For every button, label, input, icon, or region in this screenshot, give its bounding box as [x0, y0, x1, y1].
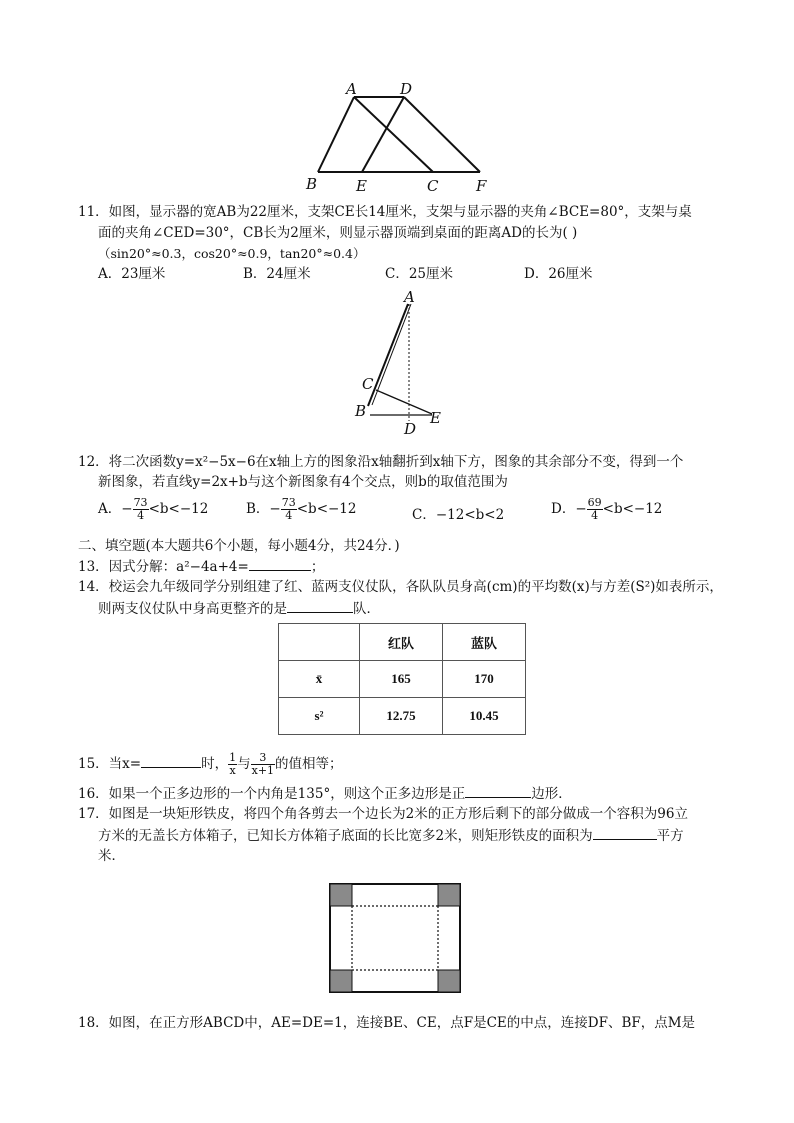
- table-header-cell: 红队: [360, 624, 443, 661]
- fraction: $\frac{69}{4}$: [587, 496, 602, 522]
- q17-line3: 米．: [98, 848, 125, 864]
- answer-blank: [141, 754, 201, 768]
- label-B: B: [306, 175, 318, 193]
- q15: 15．当x= 时， $\frac{1}{x}$ 与 $\frac{3}{x+1}$ 的值相等；: [78, 751, 343, 777]
- q11-line3: （sin20°≈0.3，cos20°≈0.9，tan20°≈0.4）: [98, 246, 366, 261]
- answer-blank: [287, 599, 353, 613]
- q12-line2: 新图象，若直线y=2x+b与这个新图象有4个交点，则b的取值范围为: [98, 474, 508, 490]
- q11-option-d: D．26厘米: [524, 266, 593, 282]
- corner-square: [330, 970, 352, 992]
- table-row-label: x̄: [279, 661, 360, 698]
- label-E: E: [356, 177, 367, 195]
- q16: 16．如果一个正多边形的一个内角是135°，则这个正多边形是正 边形．: [78, 786, 572, 802]
- q12-option-b: B．− $\frac{73}{4}$ <b<−12: [246, 496, 357, 522]
- q17-line1: 17．如图是一块矩形铁皮，将四个角各剪去一个边长为2米的正方形后剩下的部分做成一个容积为96立: [78, 806, 688, 822]
- q14-line2: 则两支仪仗队中身高更整齐的是 队．: [98, 601, 380, 617]
- label-D: D: [404, 420, 417, 438]
- fraction: $\frac{73}{4}$: [281, 496, 296, 522]
- q14-line1: 14．校运会九年级同学分别组建了红、蓝两支仪仗队，各队队员身高(cm)的平均数(x)与方差(S²)如表所示，: [78, 579, 723, 595]
- q13: 13．因式分解：a²−4a+4= ；: [78, 559, 325, 575]
- label-A: A: [346, 80, 357, 98]
- stats-table: [278, 623, 526, 735]
- fraction: $\frac{3}{x+1}$: [251, 751, 275, 777]
- corner-square: [438, 884, 460, 906]
- q11-line1: 11．如图，显示器的宽AB为22厘米，支架CE长14厘米，支架与显示器的夹角∠BCE=80°，支架与桌: [78, 204, 692, 220]
- table-row-label: s²: [279, 698, 360, 735]
- answer-blank: [249, 557, 311, 571]
- table-header-cell: 蓝队: [443, 624, 526, 661]
- figure-sheet: [328, 882, 462, 994]
- table-cell: 12.75: [360, 698, 443, 735]
- table-cell: 10.45: [443, 698, 526, 735]
- table-header-row: [279, 624, 526, 661]
- fraction: $\frac{1}{x}$: [229, 751, 237, 777]
- corner-square: [438, 970, 460, 992]
- q18-line1: 18．如图，在正方形ABCD中，AE=DE=1，连接BE、CE，点F是CE的中点，连接DF、BF，点M是: [78, 1015, 696, 1031]
- q11-option-c: C．25厘米: [385, 266, 454, 282]
- figure-monitor: [350, 288, 460, 440]
- table-header-cell: [279, 624, 360, 661]
- label-C: C: [362, 375, 374, 393]
- q11-option-b: B．24厘米: [243, 266, 311, 282]
- table-cell: 165: [360, 661, 443, 698]
- q12-option-d: D．− $\frac{69}{4}$ <b<−12: [551, 496, 663, 522]
- table-cell: 170: [443, 661, 526, 698]
- answer-blank: [593, 826, 657, 840]
- q11-option-a: A．23厘米: [98, 266, 166, 282]
- label-B: B: [355, 402, 367, 420]
- q12-option-c: C．−12<b<2: [412, 507, 505, 523]
- section-title: 二、填空题(本大题共6个小题，每小题4分，共24分．): [78, 538, 400, 554]
- corner-square: [330, 884, 352, 906]
- label-A: A: [404, 288, 415, 306]
- q12-line1: 12．将二次函数y=x²−5x−6在x轴上方的图象沿x轴翻折到x轴下方，图象的其余部分不变，得到一个: [78, 454, 684, 470]
- q12-option-a: A．− $\frac{73}{4}$ <b<−12: [98, 496, 209, 522]
- table-row: [279, 698, 526, 735]
- q17-line2: 方米的无盖长方体箱子，已知长方体箱子底面的长比宽多2米，则矩形铁皮的面积为 平方: [98, 828, 684, 844]
- answer-blank: [465, 784, 531, 798]
- table-row: [279, 661, 526, 698]
- label-C: C: [427, 177, 439, 195]
- q11-line2: 面的夹角∠CED=30°，CB长为2厘米，则显示器顶端到桌面的距离AD的长为( ): [98, 225, 578, 241]
- fraction: $\frac{73}{4}$: [133, 496, 148, 522]
- label-E: E: [430, 409, 441, 427]
- figure-trapezoid: [300, 75, 500, 195]
- label-F: F: [476, 177, 487, 195]
- label-D: D: [400, 80, 413, 98]
